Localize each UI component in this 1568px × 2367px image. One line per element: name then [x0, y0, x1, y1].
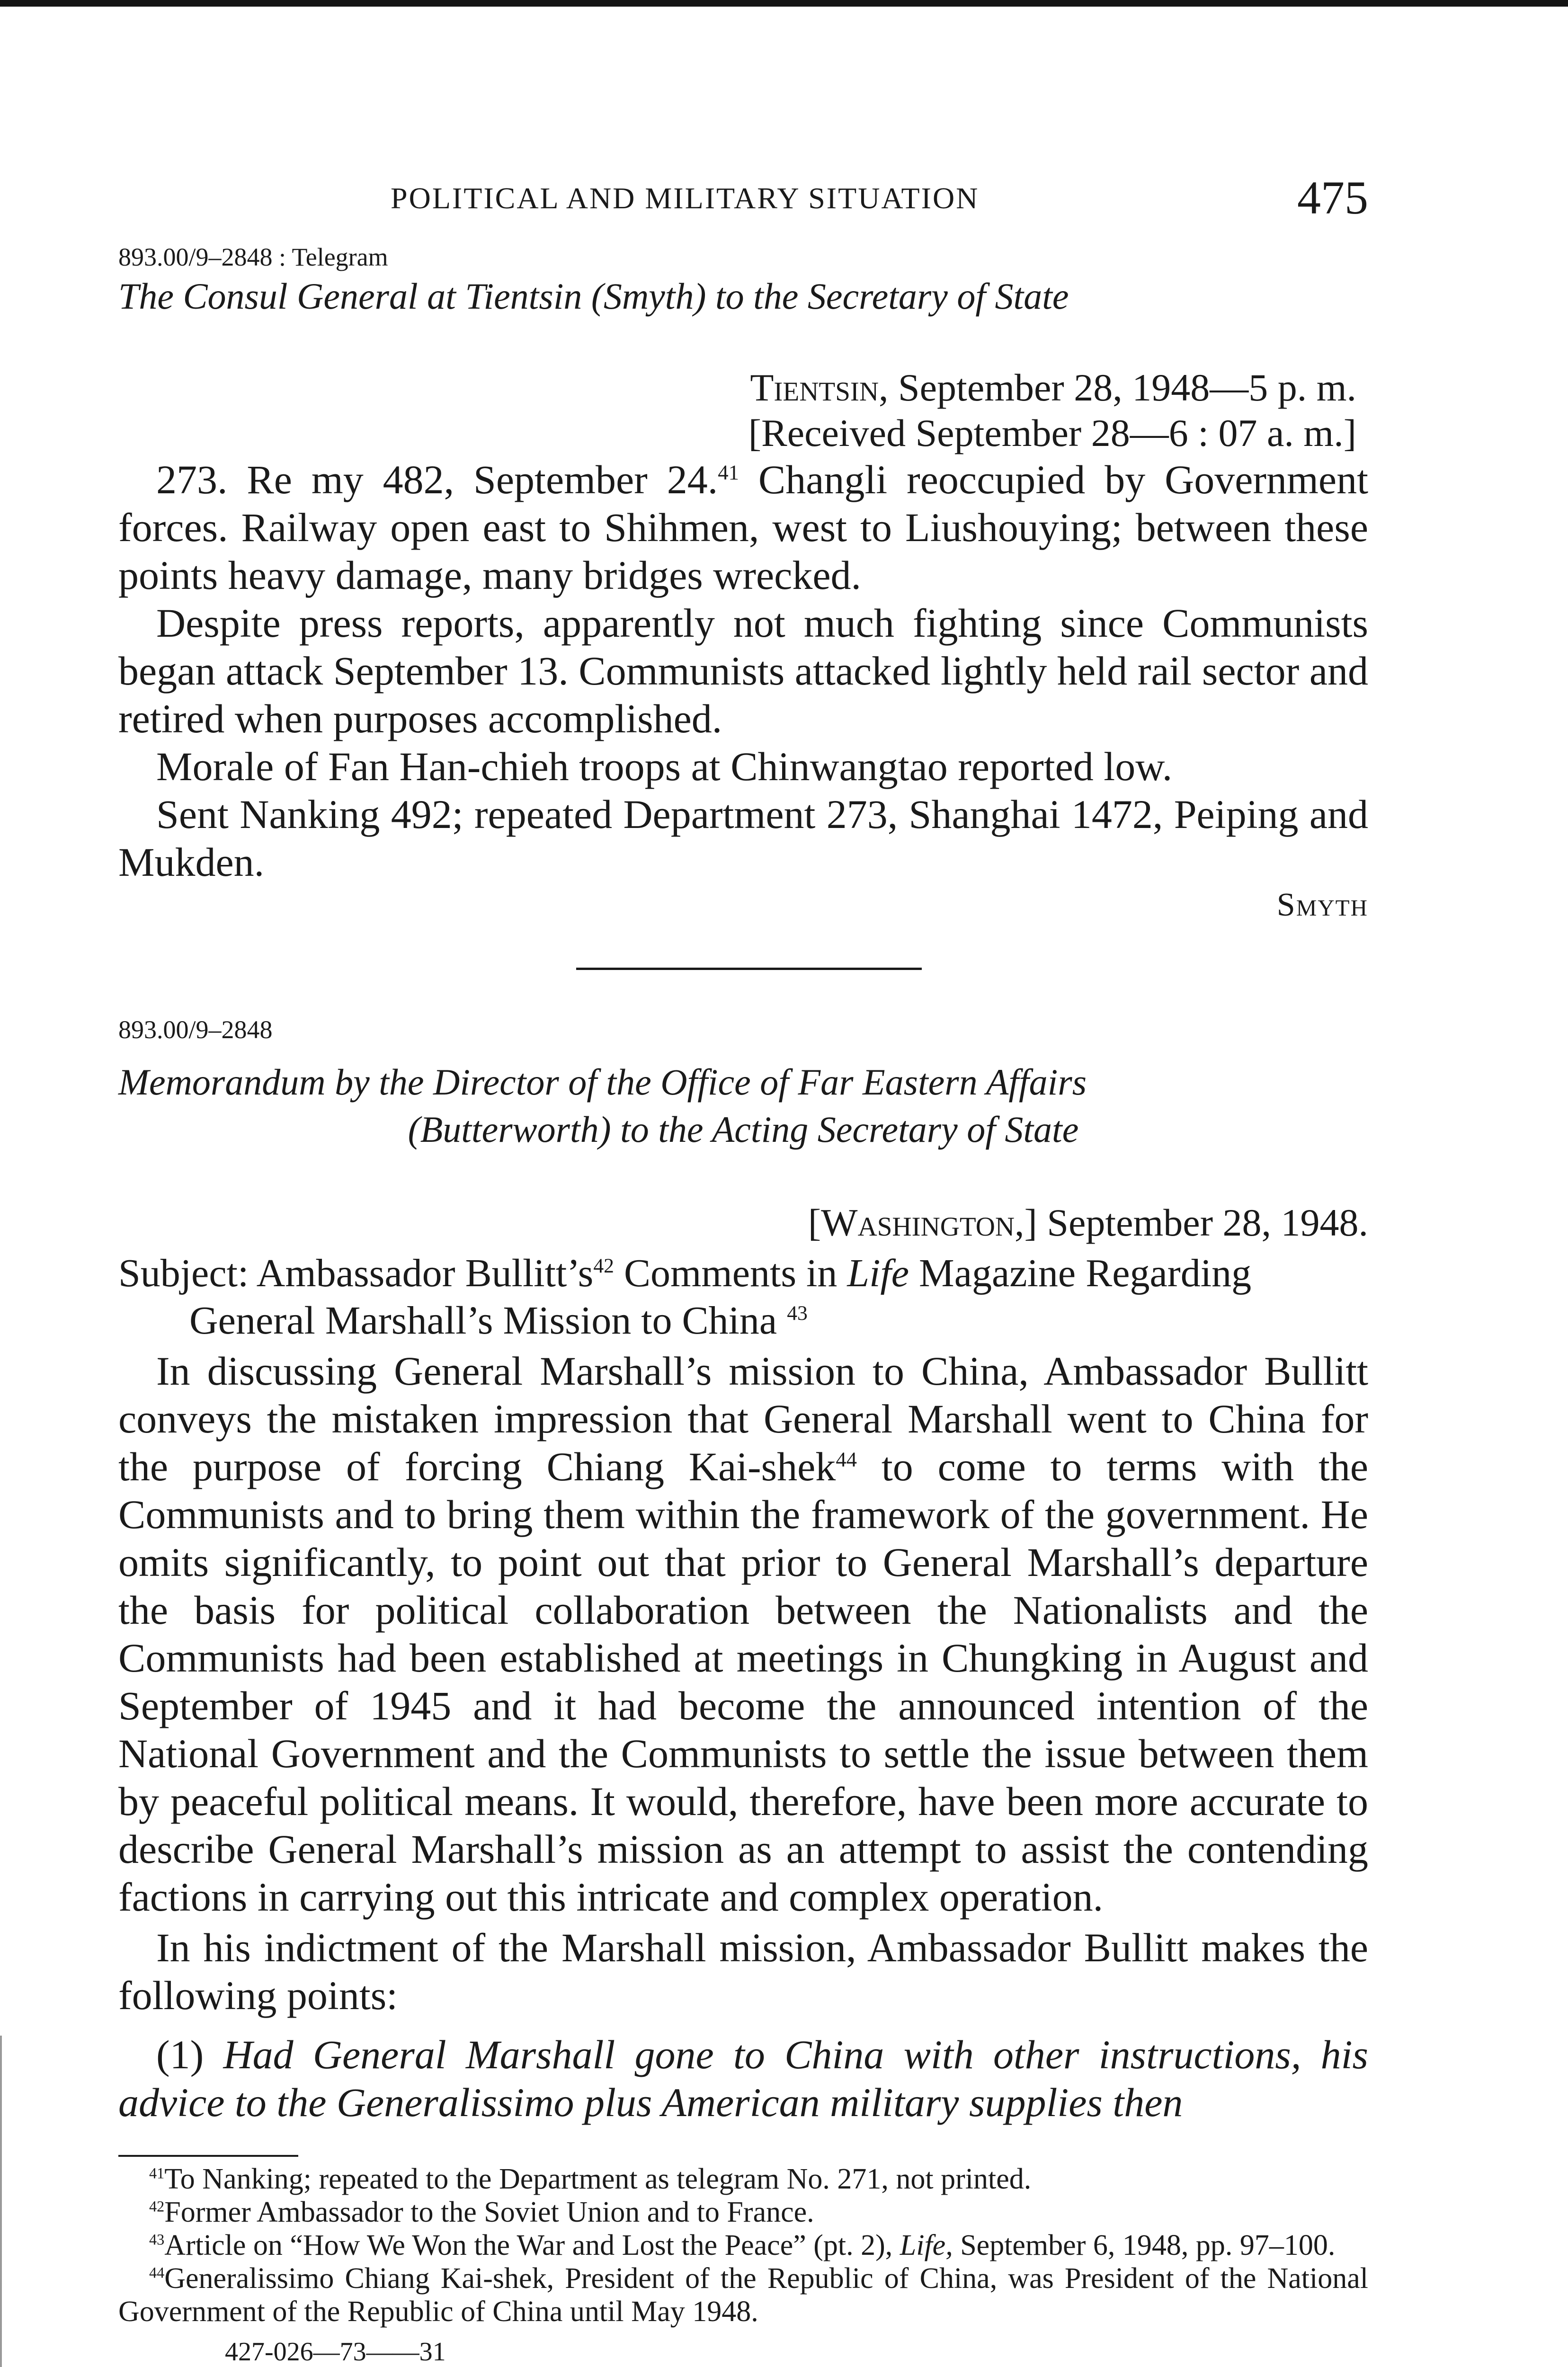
page-number: 475	[1297, 171, 1368, 224]
section-divider	[576, 968, 922, 970]
footnote-text: Article on “How We Won the War and Lost the Peace” (pt. 2),	[164, 2229, 900, 2261]
point-text-italic: Had General Marshall gone to China with other instructions, his advice to the Generalissimo plus American military supplies then	[118, 2032, 1368, 2125]
subject-text: Comments in	[614, 1251, 847, 1295]
subject-text: Magazine Regarding General Marshall’s Mission to China	[189, 1251, 1252, 1343]
telegram-section	[118, 242, 1368, 924]
footnote-ref: 44	[836, 1447, 857, 1471]
paragraph: In his indictment of the Marshall mission, Ambassador Bullitt makes the following points:	[118, 1925, 1368, 2018]
memo-date-bracket: [	[808, 1201, 821, 1244]
footnote	[118, 2196, 1368, 2229]
subject-text: Subject: Ambassador Bullitt’s	[118, 1251, 594, 1295]
doc-title-line1: Memorandum by the Director of the Office of Far Eastern Affairs	[118, 1061, 1087, 1103]
footnote-text: Former Ambassador to the Soviet Union and to France.	[164, 2196, 814, 2228]
doc-title-line2: (Butterworth) to the Acting Secretary of State	[408, 1109, 1079, 1150]
printer-code: 427-026—73——31	[225, 2337, 446, 2367]
dateline	[118, 365, 1368, 456]
footnote-text: September 6, 1948, pp. 97–100.	[953, 2229, 1336, 2261]
paragraph-text: Changli reoccupied by Government forces. Railway open east to Shihmen, west to Liushouying; between these points heavy damage, many bridges wrecked.	[118, 457, 1368, 598]
footnote-italic: Life,	[900, 2229, 953, 2261]
dateline-place: Tientsin	[750, 366, 879, 409]
footnote-number: 44	[149, 2264, 165, 2281]
footnote-text: Generalissimo Chiang Kai-shek, President of the Republic of China, was President of the National Government of the Republic of China until May 1948.	[118, 2262, 1368, 2328]
footnote-number: 41	[149, 2164, 165, 2182]
dateline-received: [Received September 28—6 : 07 a. m.]	[748, 411, 1356, 454]
paragraph-text: In discussing General Marshall’s mission to China, Ambassador Bullitt conveys the mistaken impression that General Marshall went to China for the purpose of forcing Chiang Kai-shek	[118, 1348, 1368, 1489]
paragraph	[118, 456, 1368, 599]
doc-title: The Consul General at Tientsin (Smyth) to the Secretary of State	[118, 276, 1069, 317]
subject-italic: Life	[847, 1251, 909, 1295]
footnote	[118, 2262, 1368, 2328]
paragraph-text: to come to terms with the Communists and to bring them within the framework of the government. He omits significantly, to point out that prior to General Marshall’s departure the basis for political collaboration between the Nationalists and the Communists had been established at meetings in Chungking in August and September of 1945 and it had become the announced intention of the National Government and the Communists to settle the issue between them by peaceful political means. It would, therefore, have been more accurate to describe General Marshall’s mission as an attempt to assist the contending factions in carrying out this intricate and complex operation.	[118, 1444, 1369, 1920]
paragraph	[118, 2031, 1368, 2127]
memo-date-place: Washington	[821, 1201, 1015, 1244]
page-content	[118, 161, 1368, 2367]
paragraph-text: 273. Re my 482, September 24.	[156, 457, 718, 502]
footnote-ref: 42	[593, 1255, 614, 1277]
running-head-title: POLITICAL AND MILITARY SITUATION	[391, 181, 980, 215]
doc-file-number: 893.00/9–2848 : Telegram	[118, 243, 388, 271]
memo-date-text: ,] September 28, 1948.	[1015, 1201, 1368, 1244]
footnote	[118, 2162, 1368, 2196]
memorandum-section	[118, 1015, 1368, 2127]
footnote	[118, 2229, 1368, 2262]
signature: Smyth	[1276, 887, 1368, 923]
paragraph: Despite press reports, apparently not much fighting since Communists began attack September 13. Communists attacked lightly held rail sector and retired when purposes accomplished.	[118, 600, 1368, 741]
paragraph	[118, 1347, 1368, 1921]
footnote-number: 42	[149, 2198, 165, 2215]
paragraph: Sent Nanking 492; repeated Department 273, Shanghai 1472, Peiping and Mukden.	[118, 792, 1368, 885]
top-border-rule	[0, 0, 1568, 7]
running-head	[118, 161, 1368, 232]
page-edge-shadow	[0, 2036, 2, 2367]
footnote-ref: 41	[718, 460, 739, 484]
footnote-text: To Nanking; repeated to the Department as telegram No. 271, not printed.	[164, 2163, 1032, 2195]
doc-file-number: 893.00/9–2848	[118, 1015, 273, 1044]
memo-date	[118, 1201, 1368, 1245]
footnote-ref: 43	[787, 1302, 808, 1325]
subject-line	[118, 1250, 1368, 1344]
paragraph: Morale of Fan Han-chieh troops at Chinwangtao reported low.	[156, 744, 1173, 789]
dateline-time: , September 28, 1948—5 p. m.	[879, 366, 1356, 409]
footnotes	[118, 2162, 1368, 2328]
footnote-number: 43	[149, 2231, 165, 2248]
footnote-rule	[118, 2155, 298, 2157]
point-number: (1)	[156, 2032, 223, 2077]
dateline-sent	[118, 365, 1356, 410]
